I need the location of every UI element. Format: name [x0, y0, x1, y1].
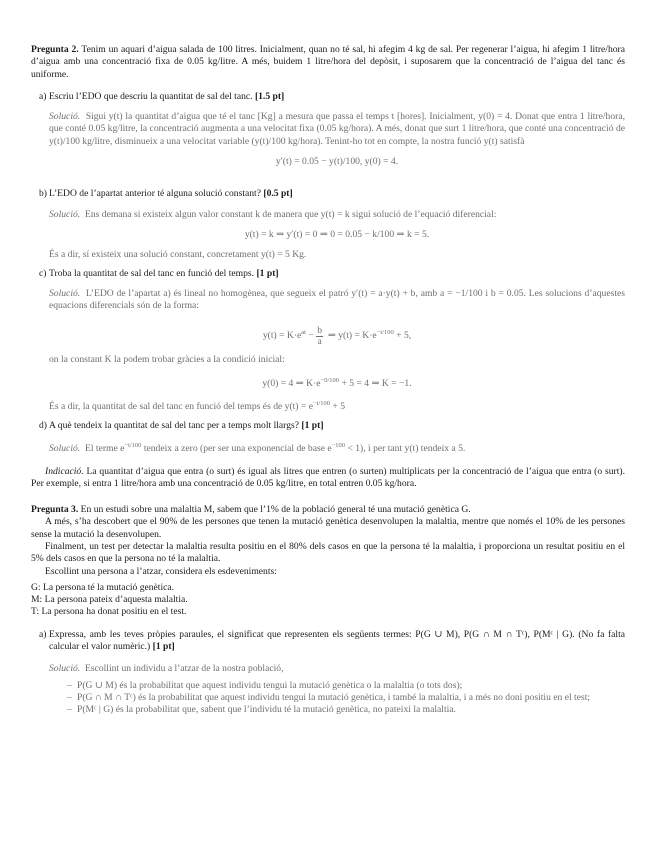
q2-b-equation: y(t) = k ⇒ y′(t) = 0 ⇒ 0 = 0.05 − k/100 ⇒ k = 5.: [244, 228, 430, 240]
q3-intro4: Escollint una persona a l’atzar, considera els esdeveniments:: [45, 565, 277, 577]
c-after-exp: −t/100: [312, 400, 330, 408]
q2-d-question: A què tendeix la quantitat de sal del tanc per a temps molt llargs?: [49, 419, 299, 431]
q2-d-label: d): [39, 419, 47, 431]
q2-a-points: [1.5 pt]: [254, 90, 285, 102]
q3-intro3: Finalment, un test per detectar la malaltia resulta positiu en el 80% dels casos en que la persona té la malaltia, i proporciona un resultat positiu en el 5% dels casos en que la persona no té la malaltia.: [31, 540, 625, 565]
eq2-left: y(0) = 4 ⇒ K·e: [262, 377, 321, 389]
eq1-left: y(t) = K·e: [262, 330, 302, 342]
document-page: [31, 44, 625, 717]
q2-part-c: [31, 268, 625, 414]
q3-intro2: A més, s’ha descobert que el 90% de les persones que tenen la mutació genètica desenvolupen la malaltia, mentre que només el 10% de les persones sense la mutació la desenvolupen.: [31, 516, 625, 540]
d-sol-pre: El terme e: [84, 443, 125, 455]
q2-c-points: [1 pt]: [256, 267, 279, 279]
q3-a-points: [1 pt]: [152, 641, 175, 653]
q3-events-list: [31, 582, 625, 619]
q3-a-solution: [49, 663, 625, 675]
q2-part-d: [31, 420, 625, 456]
q2-c-equation-initial: [49, 375, 625, 390]
q3-a-bullets: [49, 680, 625, 717]
eq1-frac-num: b: [317, 324, 323, 336]
q3-a-bullet-conditional: – P(Mᶜ | G) és la probabilitat que, sabent que l’individu té la mutació genètica, no pateixi la malaltia.: [77, 704, 625, 716]
eq2-exp: −0/100: [320, 376, 340, 384]
q2-b-conclusion: És a dir, sí existeix una solució constant, concretament y(t) = 5 Kg.: [49, 249, 307, 261]
q2-b-label: b): [39, 188, 47, 200]
c-after-end: + 5: [330, 401, 346, 413]
q3-heading: Pregunta 3.: [31, 504, 79, 516]
eq1-mid: ⇒ y(t) = K·e: [327, 330, 377, 342]
eq1-end: + 5,: [393, 330, 412, 342]
q2-b-solution: [49, 209, 625, 221]
q2-b-sol-text: Ens demana si existeix algun valor constant k de manera que y(t) = k sigui solució de l’equació diferencial:: [84, 208, 497, 220]
q2-part-a: [31, 91, 625, 168]
q3-a-bullet-intersection: – P(G ∩ M ∩ Tᶜ) és la probabilitat que aquest individu tengui la mutació genètica, i també la malaltia, i a més no doni positiu en el test;: [77, 692, 625, 704]
q2-a-label: a): [39, 90, 47, 102]
q2-d-sol-label: Solució.: [49, 443, 81, 455]
q3-a-label: a): [39, 628, 47, 640]
eq1-frac-den: a: [317, 335, 322, 347]
q3-intro: [31, 504, 625, 516]
q2-d-points: [1 pt]: [301, 419, 324, 431]
q2-c-mid-text: on la constant K la podem trobar gràcies a la condició inicial:: [49, 354, 285, 366]
q2-a-sol-label: Solució.: [49, 111, 81, 123]
eq1-exp1: at: [301, 329, 306, 337]
eq1-fraction: [316, 326, 323, 347]
d-sol-exp: −t/100: [124, 442, 142, 450]
q2-a-solution: [49, 111, 625, 148]
q3-a-sol-text: Escollint un individu a l’atzar de la nostra població,: [84, 663, 284, 675]
q2-a-sol-text: Sigui y(t) la quantitat d’aigua que té el tanc [Kg] a mesura que passa el temps t [hores]. Inicialment, y(0) = 4. Donat que entra 1 litre/hora, que conté 0.05 kg/litre, la concentració augmenta a una velocitat fixa (0.05 kg/hora). A més, donat que surt 1 litre/hora, que conté una concentració de y(t)/100 kg/litre, disminueix a una velocitat variable (y(t)/100 kg/hora). Tenint-ho tot en compte, la nostra funció y(t) satisfà: [49, 111, 626, 147]
q3-a-bullet-union: – P(G ∪ M) és la probabilitat que aquest individu tengui la mutació genètica o la malaltia (o tots dos);: [77, 680, 625, 692]
q2-intro: [31, 44, 625, 81]
q3-a-question: Expressa, amb les teves pròpies paraules, el significat que representen els següents termes: P(G ∪ M), P(G ∩ M ∩ Tᶜ), P(Mᶜ | G). (No fa falta calcular el valor numèric.): [49, 628, 625, 653]
d-sol-exp2: −100: [331, 442, 346, 450]
q2-c-question: Troba la quantitat de sal del tanc en funció del temps.: [49, 267, 255, 279]
q2-c-label: c): [39, 267, 47, 279]
event-g: G: La persona té la mutació genètica.: [31, 581, 175, 593]
q2-c-solution: [49, 288, 625, 313]
q3-part-a: [31, 629, 625, 717]
c-after-pre: És a dir, la quantitat de sal del tanc en funció del temps és de y(t) = e: [49, 401, 313, 413]
q2-d-solution: [49, 440, 625, 455]
q2-a-question: Escriu l’EDO que descriu la quantitat de sal del tanc.: [49, 90, 253, 102]
q2-b-points: [0.5 pt]: [263, 188, 293, 200]
eq1-exp2: −t/100: [376, 329, 394, 337]
q2-a-equation: y′(t) = 0.05 − y(t)/100, y(0) = 4.: [275, 156, 399, 168]
q2-hint: [31, 466, 625, 491]
q2-c-conclusion: [49, 398, 625, 413]
q2-part-b: [31, 188, 625, 261]
q2-b-sol-label: Solució.: [49, 208, 81, 220]
q2-b-question: L’EDO de l’apartat anterior té alguna solució constant?: [49, 188, 261, 200]
q3-a-sol-label: Solució.: [49, 663, 81, 675]
q2-intro-text: Tenim un aquari d’aigua salada de 100 litres. Inicialment, quan no té sal, hi afegim 4 kg de sal. Per regenerar l’aigua, hi afegim 1 litre/hora d’aigua amb una concentració fixa de 0.05 kg/litre. A més, buidem 1 litre/hora del depòsit, i suposarem que la concentració de l’aigua del tanc és uniforme.: [31, 44, 625, 80]
q2-heading: Pregunta 2.: [31, 44, 79, 55]
q2-c-sol-label: Solució.: [49, 287, 81, 299]
event-t: T: La persona ha donat positiu en el test.: [31, 606, 187, 618]
q2-c-sol-text: L’EDO de l’apartat a) és lineal no homogènea, que segueix el patró y′(t) = a·y(t) + b, amb a = −1/100 i b = 0.05. Les solucions d’aquestes equacions diferencials són de la forma:: [49, 287, 625, 312]
q2-hint-text: La quantitat d’aigua que entra (o surt) és igual als litres que entren (o surten) multiplicats per la concentració de l’aigua que entra (o surt). Per exemple, si entra 1 litre/hora amb una concentració de 0.05 kg/litre, en total entren 0.05 kg/hora.: [31, 465, 625, 489]
d-sol-end: < 1), i per tant y(t) tendeix a 5.: [345, 443, 466, 455]
q2-c-equation-general: $y(t) = K\cdot e^{at}$ − $\frac{b}{a}$ ⇒ $y(t) = K\cdot e^{-t/100} + 5$,: [262, 324, 412, 347]
d-sol-mid: tendeix a zero (per ser una exponencial de base e: [141, 443, 332, 455]
q2-hint-label: Indicació.: [45, 465, 84, 477]
eq2-end: + 5 = 4 ⇒ K = −1.: [339, 377, 412, 389]
event-m: M: La persona pateix d’aquesta malaltia.: [31, 594, 188, 606]
q3-intro1: En un estudi sobre una malaltia M, sabem que l’1% de la població general té una mutació genètica G.: [80, 504, 471, 516]
